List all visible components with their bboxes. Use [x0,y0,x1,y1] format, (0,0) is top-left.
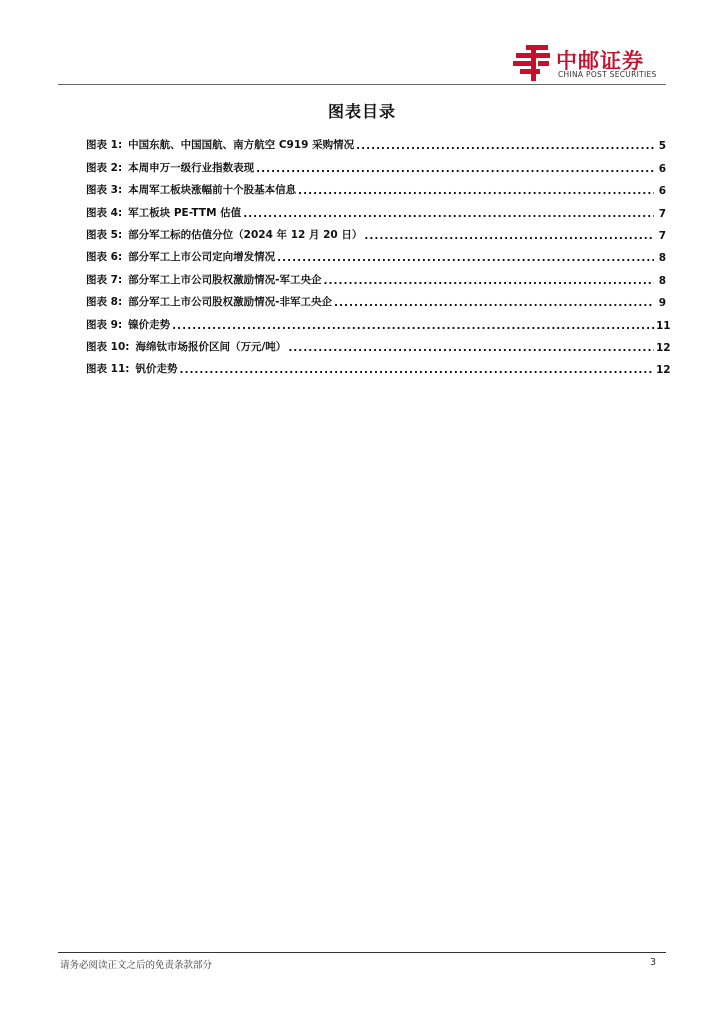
toc-dot-leader [256,163,654,175]
toc-entry-page: 9 [658,297,666,310]
page-number: 3 [649,957,656,968]
toc-entry[interactable] [86,130,666,152]
toc-entry-page: 7 [658,229,666,242]
toc-entry[interactable] [86,152,666,174]
toc-entry-title: 镍价走势 [128,318,171,331]
table-of-figures [86,130,671,377]
toc-entry[interactable] [86,332,671,354]
toc-dot-leader [288,342,654,354]
toc-entry[interactable] [86,242,666,264]
disclaimer-note: 请务必阅读正文之后的免责条款部分 [60,960,213,971]
toc-entry-label: 图表 5: [86,228,123,241]
toc-entry-label: 图表 6: [86,251,123,264]
toc-dot-leader [364,230,654,242]
toc-dot-leader [172,320,654,332]
toc-entry-page: 7 [658,207,666,220]
toc-entry-label: 图表 2: [86,161,123,174]
toc-dot-leader [356,140,654,152]
toc-entry-title: 部分军工上市公司股权激励情况-军工央企 [128,273,322,286]
footer-divider [58,952,666,953]
toc-entry-title: 部分军工标的估值分位（2024 年 12 月 20 日） [128,228,363,241]
toc-entry[interactable] [86,175,666,197]
toc-entry-page: 11 [656,319,671,332]
toc-entry[interactable] [86,309,671,332]
toc-entry-label: 图表 7: [86,273,123,286]
toc-entry-title: 军工板块 PE-TTM 估值 [128,206,242,219]
toc-entry-title: 中国东航、中国国航、南方航空 C919 采购情况 [128,139,355,152]
toc-entry-title: 本周军工板块涨幅前十个股基本信息 [128,184,297,197]
toc-entry-page: 5 [658,140,666,153]
toc-entry[interactable] [86,264,666,286]
toc-entry-title: 钒价走势 [135,363,178,376]
toc-title: 图表目录 [327,102,396,121]
toc-entry-title: 本周申万一级行业指数表现 [128,161,255,174]
header-divider [58,84,666,85]
toc-entry-page: 6 [658,162,666,175]
toc-entry-label: 图表 9: [86,318,123,331]
toc-entry[interactable] [86,287,666,309]
toc-entry-title: 部分军工上市公司定向增发情况 [128,251,276,264]
toc-entry[interactable] [86,197,666,219]
toc-dot-leader [334,297,654,309]
toc-entry-label: 图表 11: [86,363,130,376]
brand-name-en: CHINA POST SECURITIES [558,70,657,79]
toc-entry-label: 图表 4: [86,206,123,219]
brand-name-cn: 中邮证券 [556,49,644,73]
toc-entry-page: 12 [656,341,671,354]
toc-entry-title: 海绵钛市场报价区间（万元/吨） [135,340,287,353]
toc-entry-label: 图表 1: [86,139,123,152]
toc-dot-leader [277,252,654,264]
toc-entry-page: 8 [658,252,666,265]
toc-entry-label: 图表 10: [86,340,130,353]
toc-entry-label: 图表 3: [86,184,123,197]
toc-entry-label: 图表 8: [86,296,123,309]
china-post-logo-icon [512,44,552,82]
toc-entry-page: 8 [658,274,666,287]
toc-entry-page: 12 [656,364,671,377]
toc-dot-leader [243,208,654,220]
toc-entry-title: 部分军工上市公司股权激励情况-非军工央企 [128,296,333,309]
toc-entry[interactable] [86,220,666,242]
toc-entry-page: 6 [658,185,666,198]
toc-dot-leader [179,364,654,376]
toc-entry[interactable] [86,354,671,377]
page-header [0,0,724,86]
toc-dot-leader [298,185,654,197]
toc-dot-leader [324,275,654,287]
